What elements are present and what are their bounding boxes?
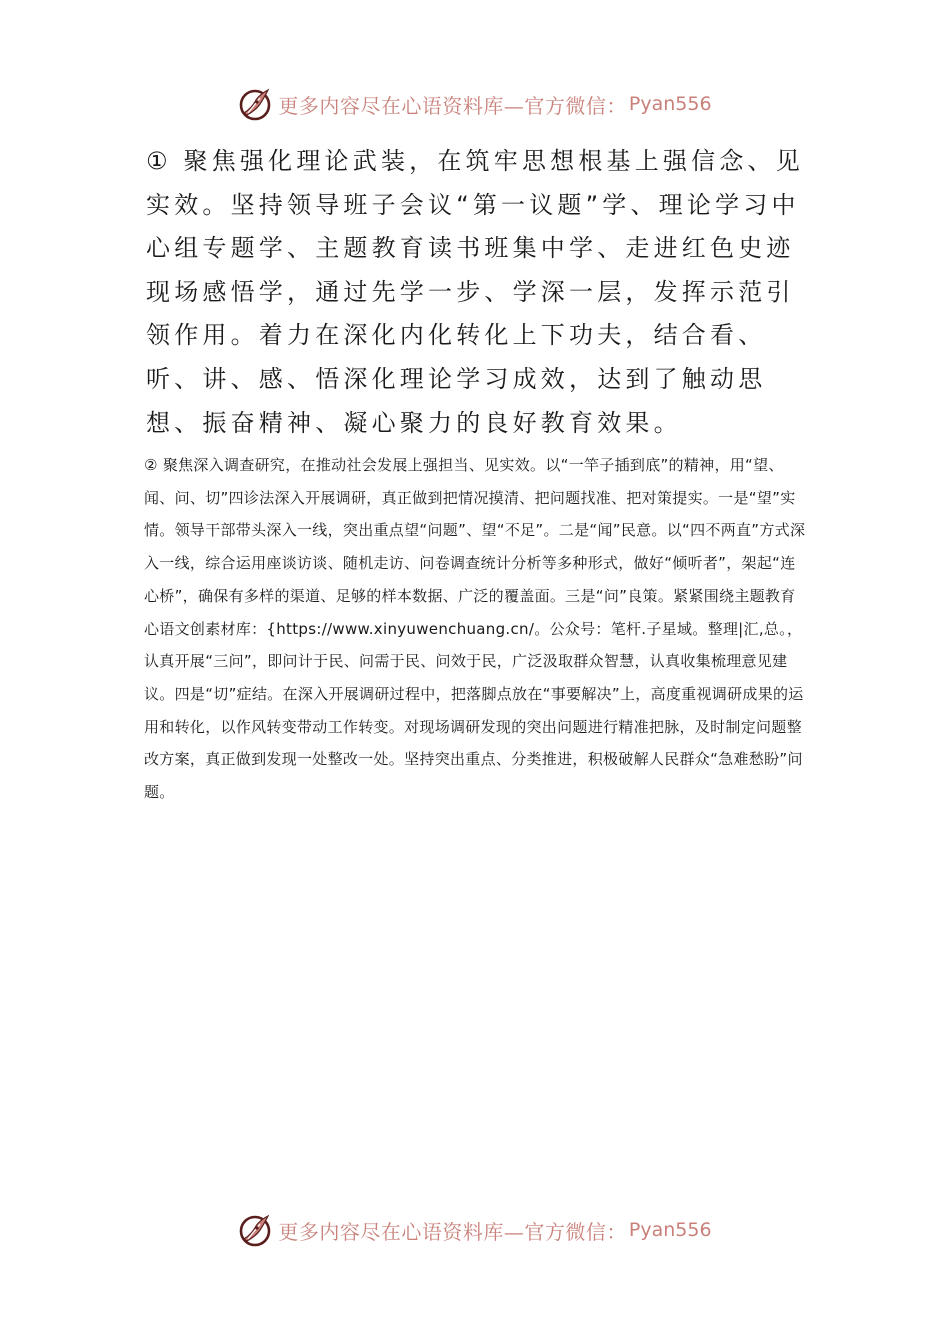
pen-nib-logo-icon (238, 86, 274, 122)
paragraph-1: ① 聚焦强化理论武装，在筑牢思想根基上强信念、见实效。坚持领导班子会议“第一议题”学、理论学习中心组专题学、主题教育读书班集中学、走进红色史迹现场感悟学，通过先学一步、学深一层，发挥示范引领作用。着力在深化内化转化上下功夫，结合看、听、讲、感、悟深化理论学习成效，达到了触动思想、振奋精神、凝心聚力的良好教育效果。 (146, 147, 804, 437)
pen-nib-logo-icon (238, 1212, 274, 1248)
header-banner (0, 84, 950, 124)
footer-banner-contact: Pyan556 (628, 1219, 712, 1241)
footer-banner (0, 1210, 950, 1250)
paragraph-2: ② 聚焦深入调查研究，在推动社会发展上强担当、见实效。以“一竿子插到底”的精神，用“望、闻、问、切”四诊法深入开展调研，真正做到把情况摸清、把问题找准、把对策提实。一是“望”实情。领导干部带头深入一线，突出重点望“问题”、望“不足”。二是“闻”民意。以“四不两直”方式深入一线，综合运用座谈访谈、随机走访、问卷调查统计分析等多种形式，做好“倾听者”，架起“连心桥”，确保有多样的渠道、足够的样本数据、广泛的覆盖面。三是“问”良策。紧紧围绕主题教育心语文创素材库：{https://www.xinyuwenchuang.cn/。公众号：笔杆.子星域。整理|汇,总。，认真开展“三问”，即问计于民、问需于民、问效于民，广泛汲取群众智慧，认真收集梳理意见建议。四是“切”症结。在深入开展调研过程中，把落脚点放在“事要解决”上，高度重视调研成果的运用和转化，以作风转变带动工作转变。对现场调研发现的突出问题进行精准把脉，及时制定问题整改方案，真正做到发现一处整改一处。坚持突出重点、分类推进，积极破解人民群众“急难愁盼”问题。 (144, 456, 806, 802)
header-banner-text: 更多内容尽在心语资料库—官方微信： (278, 93, 627, 118)
header-banner-contact: Pyan556 (628, 93, 712, 115)
footer-banner-text: 更多内容尽在心语资料库—官方微信： (278, 1219, 627, 1244)
